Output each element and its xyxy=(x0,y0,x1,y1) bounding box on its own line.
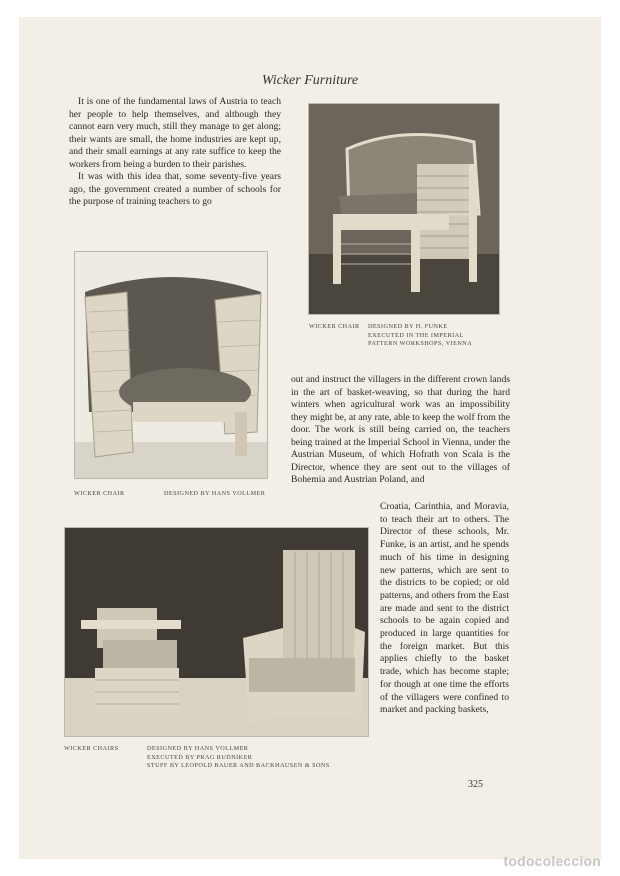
photo-wicker-chair-funke xyxy=(308,103,500,315)
photo-wicker-chair-vollmer xyxy=(74,251,268,479)
watermark-logo: todocoleccion xyxy=(503,853,601,869)
paragraph: It was with this idea that, some seventy-five years ago, the government created a number of schools for the purpose of training teachers to go xyxy=(69,171,281,207)
photo-wicker-chairs-pair xyxy=(64,527,369,737)
caption-line: STUFF BY LEOPOLD BAUER AND BACKHAUSEN & SONS xyxy=(147,762,330,770)
paragraph: out and instruct the villagers in the different crown lands in the art of basket-weaving, so that during the hard winters when agricultural work was an impossibility they might be, at any rate, able to keep the wolf from the door. The work is still being carried on, the teachers being trained at the Imperial School in Vienna, under the Austrian Museum, of which Hofrath von Scala is the Director, whence they are sent out to the villages of Bohemia and Austrian Poland, and xyxy=(291,374,510,485)
chairs-illustration xyxy=(65,528,368,736)
magazine-page xyxy=(19,17,601,869)
caption-photo2-credit: DESIGNED BY HANS VOLLMER xyxy=(164,490,266,497)
caption-line: PATTERN WORKSHOPS, VIENNA xyxy=(368,340,473,348)
paragraph: Croatia, Carinthia, and Moravia, to teach their art to others. The Director of these schools, Mr. Funke, is an artist, and he spends much of his time in designing new patterns, which are sent to the districts to be copied; or old patterns, and others from the East are made and sent to the district schools to be again copied and produced in large quantities for the foreign market. But this applies chiefly to the basket trade, which has become staple; for though at one time the efforts of the villagers were confined to market and packing baskets, xyxy=(380,501,509,716)
caption-line: EXECUTED BY PRAG RUDNIKER xyxy=(147,753,253,761)
chair-illustration xyxy=(309,104,499,314)
text-column-middle xyxy=(291,374,510,487)
caption-photo1-title: WICKER CHAIR xyxy=(309,323,360,330)
page-number: 325 xyxy=(468,779,483,790)
chair-illustration xyxy=(75,252,267,478)
text-column-top xyxy=(69,96,281,209)
caption-photo2-title: WICKER CHAIR xyxy=(74,490,125,497)
caption-line: DESIGNED BY HANS VOLLMER xyxy=(147,745,249,752)
caption-line: EXECUTED IN THE IMPERIAL xyxy=(368,331,464,339)
caption-photo1-credit xyxy=(368,323,472,349)
text-column-narrow xyxy=(380,501,509,717)
caption-photo3-credit xyxy=(147,745,330,771)
caption-line: DESIGNED BY H. FUNKE xyxy=(368,323,448,330)
paragraph: It is one of the fundamental laws of Austria to teach her people to help themselves, and although they cannot earn very much, still they manage to get along; their wants are small, the home industries are kept up, and their small earnings at any rate suffice to keep the workers from being a burden to their parishes. xyxy=(69,96,281,170)
page-title: Wicker Furniture xyxy=(261,73,359,88)
caption-photo3-title: WICKER CHAIRS xyxy=(64,745,119,752)
